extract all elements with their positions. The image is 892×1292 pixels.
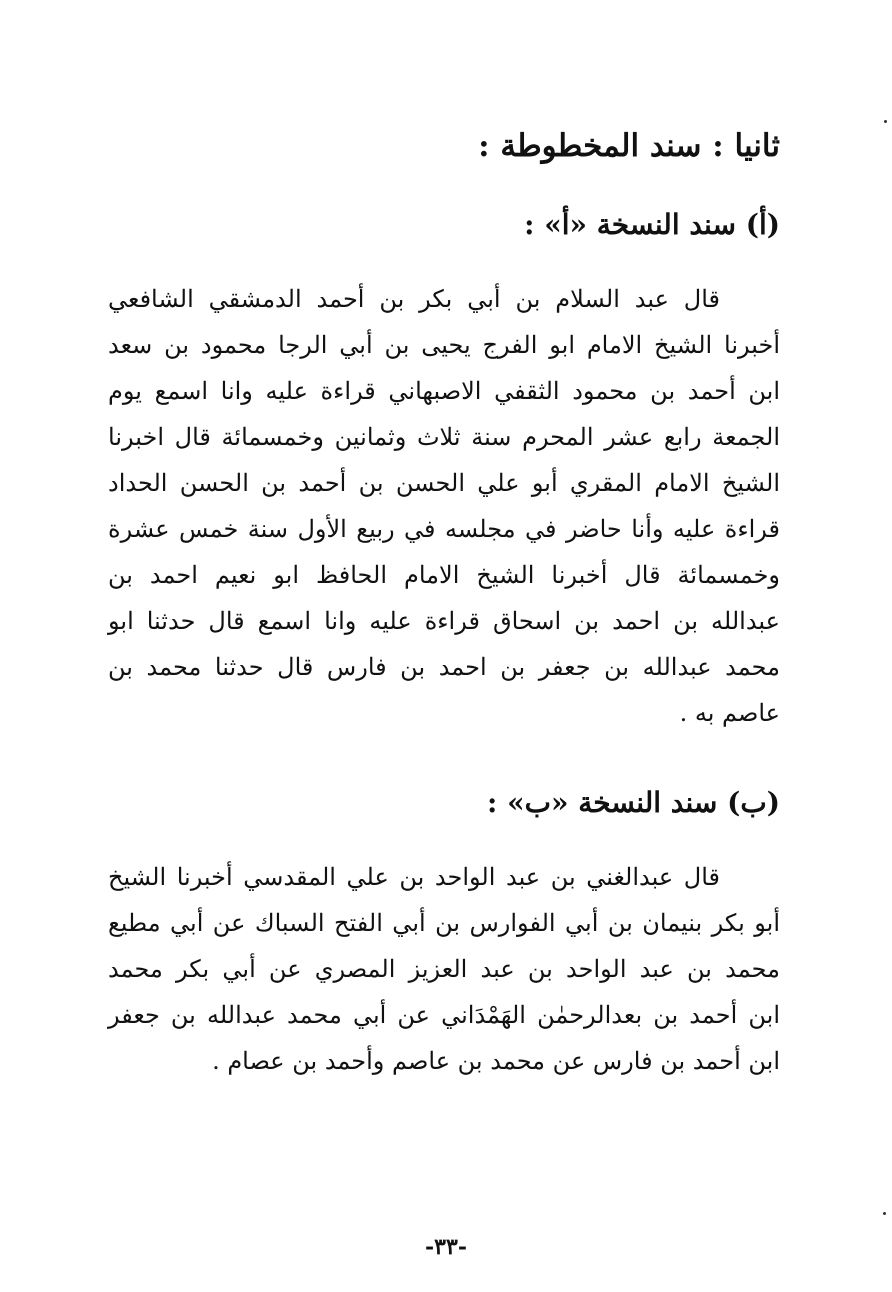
scan-speck xyxy=(884,120,887,123)
section-a-paragraph xyxy=(108,276,780,736)
section-b-heading: (ب) سند النسخة «ب» : xyxy=(487,786,780,819)
page-number: -٣٣- xyxy=(425,1234,467,1260)
paragraph-line: ابن أحمد بن بعدالرحمٰن الهَمْدَاني عن أبي محمد عبدالله بن جعفر xyxy=(108,1001,780,1029)
paragraph-line: الشيخ الامام المقري أبو علي الحسن بن أحمد بن الحسن الحداد xyxy=(108,469,780,497)
paragraph-line: قراءة عليه وأنا حاضر في مجلسه في ربيع الأول سنة خمس عشرة xyxy=(108,515,780,543)
paragraph-line: الجمعة رابع عشر المحرم سنة ثلاث وثمانين وخمسمائة قال اخبرنا xyxy=(108,423,780,451)
paragraph-line: ابن أحمد بن فارس عن محمد بن عاصم وأحمد بن عصام . xyxy=(212,1047,780,1075)
section-b-paragraph xyxy=(108,854,780,1084)
paragraph-line: أبو بكر بنيمان بن أبي الفوارس بن أبي الفتح السباك عن أبي مطيع xyxy=(108,909,780,937)
paragraph-line: عبدالله بن احمد بن اسحاق قراءة عليه وانا اسمع قال حدثنا ابو xyxy=(108,607,780,635)
paragraph-line: عاصم به . xyxy=(679,699,780,727)
paragraph-line: قال عبد السلام بن أبي بكر بن أحمد الدمشقي الشافعي xyxy=(108,285,720,313)
paragraph-line: أخبرنا الشيخ الامام ابو الفرج يحيى بن أبي الرجا محمود بن سعد xyxy=(108,331,780,359)
main-heading: ثانيا : سند المخطوطة : xyxy=(478,128,780,164)
paragraph-line: وخمسمائة قال أخبرنا الشيخ الامام الحافظ ابو نعيم احمد بن xyxy=(108,561,780,589)
paragraph-line: محمد عبدالله بن جعفر بن احمد بن فارس قال حدثنا محمد بن xyxy=(108,653,780,681)
scan-speck xyxy=(883,1212,886,1215)
paragraph-line: قال عبدالغني بن عبد الواحد بن علي المقدسي أخبرنا الشيخ xyxy=(108,863,720,891)
section-a-heading: (أ) سند النسخة «أ» : xyxy=(524,208,780,241)
paragraph-line: ابن أحمد بن محمود الثقفي الاصبهاني قراءة عليه وانا اسمع يوم xyxy=(108,377,780,405)
paragraph-line: محمد بن عبد الواحد بن عبد العزيز المصري عن أبي بكر محمد xyxy=(108,955,780,983)
